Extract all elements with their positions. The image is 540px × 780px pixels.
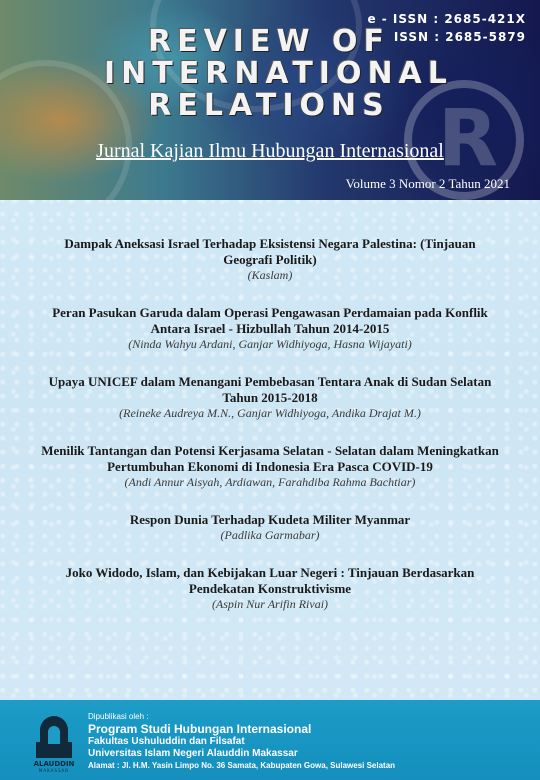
article-authors: (Padlika Garmabar) bbox=[220, 528, 320, 542]
university-name: Universitas Islam Negeri Alauddin Makassar bbox=[88, 748, 298, 759]
address: Alamat : Jl. H.M. Yasin Limpo No. 36 Samata, Kabupaten Gowa, Sulawesi Selatan bbox=[88, 761, 396, 770]
article-entry bbox=[40, 512, 500, 543]
r-emblem-icon: R bbox=[404, 80, 524, 200]
publisher-footer bbox=[0, 700, 540, 780]
program-name: Program Studi Hubungan Internasional bbox=[88, 722, 312, 736]
article-authors: (Aspin Nur Arifin Rivai) bbox=[211, 597, 329, 611]
article-authors: (Reineke Audreya M.N., Ganjar Widhiyoga, Andika Drajat M.) bbox=[119, 406, 421, 420]
article-entry bbox=[40, 305, 500, 352]
title-line: REVIEW OF bbox=[148, 24, 390, 59]
article-title: Dampak Aneksasi Israel Terhadap Eksistensi Negara Palestina: (Tinjauan Geografi Politik) bbox=[64, 236, 476, 267]
volume-info: Volume 3 Nomor 2 Tahun 2021 bbox=[345, 176, 510, 191]
publisher-info bbox=[88, 712, 395, 771]
logo-city: MAKASSAR bbox=[38, 768, 70, 773]
article-authors: (Ninda Wahyu Ardani, Ganjar Widhiyoga, Hasna Wijayati) bbox=[128, 337, 412, 351]
article-entry bbox=[40, 565, 500, 612]
article-title: Joko Widodo, Islam, dan Kebijakan Luar Negeri : Tinjauan Berdasarkan Pendekatan Konstruktivisme bbox=[65, 565, 475, 596]
p-issn: ISSN : 2685-5879 bbox=[393, 30, 526, 44]
article-title: Upaya UNICEF dalam Menangani Pembebasan Tentara Anak di Sudan Selatan Tahun 2015-2018 bbox=[48, 374, 492, 405]
article-entry bbox=[40, 374, 500, 421]
article-entry bbox=[40, 236, 500, 283]
university-logo-icon bbox=[30, 716, 78, 774]
journal-subtitle: Jurnal Kajian Ilmu Hubungan Internasional bbox=[96, 140, 444, 162]
title-line: INTERNATIONAL bbox=[104, 56, 453, 91]
journal-title bbox=[104, 24, 453, 123]
article-title: Respon Dunia Terhadap Kudeta Militer Myanmar bbox=[129, 512, 411, 527]
cover-header bbox=[0, 0, 540, 200]
title-line: RELATIONS bbox=[148, 88, 390, 123]
article-title: Menilik Tantangan dan Potensi Kerjasama Selatan - Selatan dalam Meningkatkan Pertumbuhan Ekonomi di Indonesia Era Pasca COVID-19 bbox=[41, 443, 499, 474]
article-list bbox=[40, 236, 500, 634]
logo-name: ALAUDDIN bbox=[33, 760, 75, 768]
published-by-label: Dipublikasi oleh : bbox=[88, 712, 149, 721]
e-issn: e - ISSN : 2685-421X bbox=[367, 12, 526, 26]
article-authors: (Kaslam) bbox=[247, 268, 293, 282]
article-title: Peran Pasukan Garuda dalam Operasi Pengawasan Perdamaian pada Konflik Antara Israel - Hizbullah Tahun 2014-2015 bbox=[52, 305, 488, 336]
faculty-name: Fakultas Ushuluddin dan Filsafat bbox=[88, 736, 245, 747]
article-entry bbox=[40, 443, 500, 490]
article-authors: (Andi Annur Aisyah, Ardiawan, Farahdiba Rahma Bachtiar) bbox=[124, 475, 416, 489]
